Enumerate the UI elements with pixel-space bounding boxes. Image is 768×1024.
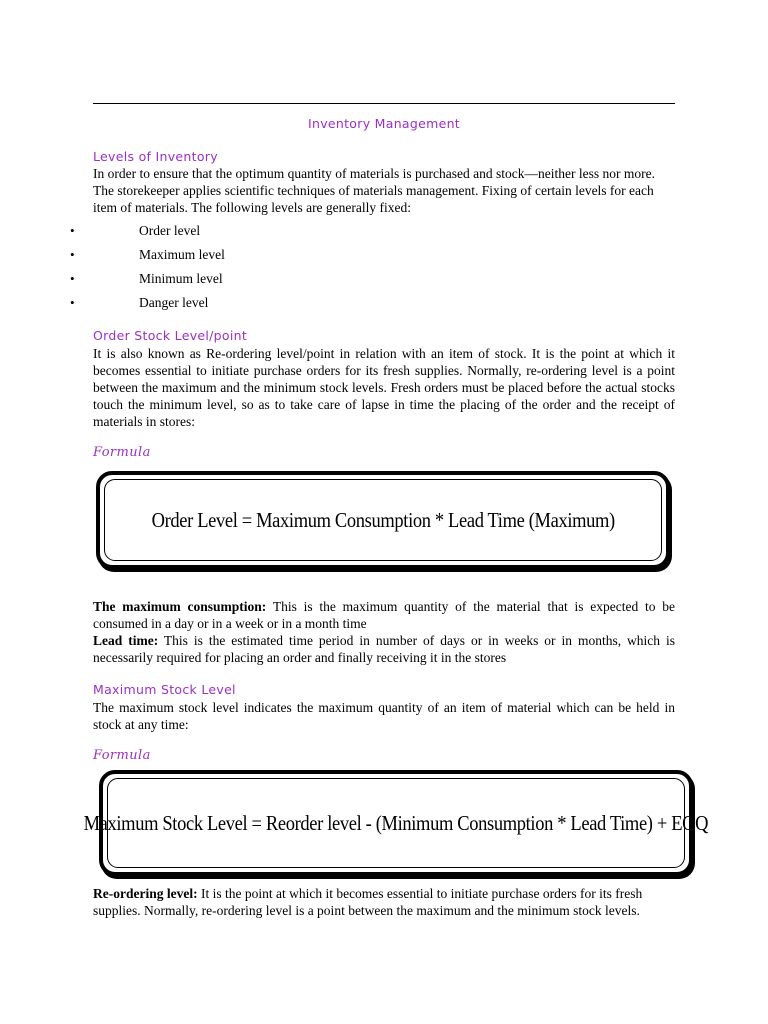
reorder-level-term: Re-ordering level: bbox=[93, 886, 198, 901]
reorder-level-def bbox=[93, 885, 678, 919]
list-item bbox=[0, 246, 400, 270]
levels-list bbox=[0, 222, 400, 318]
bullet-icon: • bbox=[70, 271, 75, 286]
lead-time-text: This is the estimated time period in number of days or in weeks or in months, which is necessarily required for placing an order and finally receiving it in the stores bbox=[93, 633, 676, 665]
max-stock-heading: Maximum Stock Level bbox=[93, 682, 236, 697]
order-stock-heading: Order Stock Level/point bbox=[93, 328, 248, 343]
order-level-formula-box bbox=[96, 471, 670, 569]
formula-frame bbox=[83, 778, 709, 868]
list-item-label: Minimum level bbox=[139, 271, 223, 286]
reorder-level-text: It is the point at which it becomes essential to initiate purchase orders for its fresh supplies. Normally, re-ordering level is a point between the maximum and the minimum stock levels. bbox=[93, 886, 643, 918]
list-item bbox=[0, 294, 400, 318]
list-item-label: Maximum level bbox=[139, 247, 225, 262]
max-stock-formula-box bbox=[83, 770, 709, 876]
list-item bbox=[0, 222, 400, 246]
bullet-icon: • bbox=[70, 295, 75, 310]
list-item-label: Order level bbox=[139, 223, 201, 238]
max-consumption-def bbox=[93, 598, 675, 632]
levels-heading: Levels of Inventory bbox=[93, 149, 218, 164]
order-stock-body: It is also known as Re-ordering level/point in relation with an item of stock. It is the point at which it becomes essential to initiate purchase orders for its fresh supplies. Normally, re-ordering level is a point between the maximum and the minimum stock levels. Fresh orders must be placed before the actual stocks touch the minimum level, so as to take care of lapse in time the placing of the order and the receipt of materials in stores: bbox=[93, 346, 675, 429]
list-item bbox=[0, 270, 400, 294]
max-stock-body: The maximum stock level indicates the maximum quantity of an item of material which can be held in stock at any time: bbox=[93, 700, 675, 732]
page-title: Inventory Management bbox=[307, 116, 461, 131]
max-consumption-term: The maximum consumption: bbox=[93, 599, 267, 614]
top-rule bbox=[93, 103, 675, 104]
levels-intro: In order to ensure that the optimum quantity of materials is purchased and stock—neither less nor more. The storekeeper applies scientific techniques of materials management. Fixing of certain levels for each item of materials. The following levels are generally fixed: bbox=[93, 166, 655, 215]
lead-time-term: Lead time: bbox=[93, 633, 159, 648]
lead-time-def bbox=[93, 632, 675, 666]
bullet-icon: • bbox=[70, 223, 75, 238]
list-item-label: Danger level bbox=[139, 295, 209, 310]
max-consumption-text: This is the maximum quantity of the material that is expected to be consumed in a day or in a week or in a month time bbox=[93, 599, 675, 631]
max-stock-formula: Maximum Stock Level = Reorder level - (Minimum Consumption * Lead Time) + EOQ bbox=[83, 810, 709, 835]
order-level-formula: Order Level = Maximum Consumption * Lead Time (Maximum) bbox=[151, 507, 615, 532]
formula-label: Formula bbox=[93, 748, 151, 763]
formula-label: Formula bbox=[93, 445, 151, 460]
bullet-icon: • bbox=[70, 247, 75, 262]
formula-frame bbox=[104, 479, 662, 561]
